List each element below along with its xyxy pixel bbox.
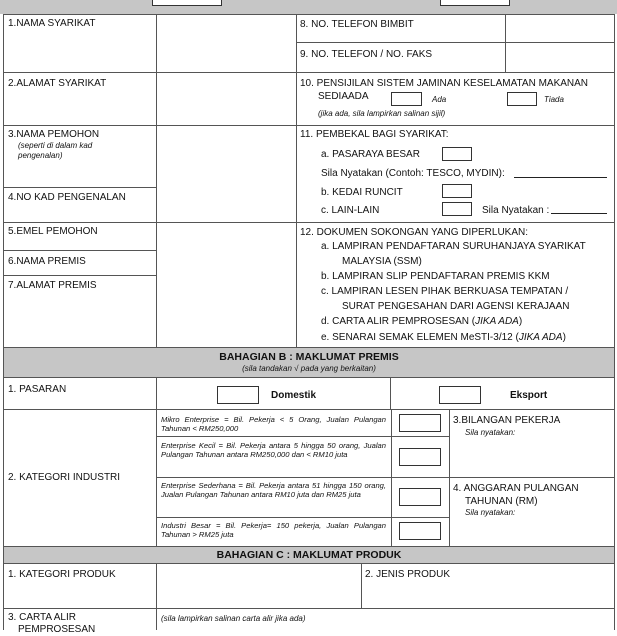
field-label-kategori-industri: 2. KATEGORI INDUSTRI	[8, 472, 121, 483]
field-label-jenis-produk: 2. JENIS PRODUK	[365, 569, 451, 580]
field-label-carta-alir-1: 3. CARTA ALIR	[8, 612, 76, 623]
doc-item-b: b. LAMPIRAN SLIP PENDAFTARAN PREMIS KKM	[321, 271, 550, 282]
label-domestik: Domestik	[271, 390, 317, 401]
field-label-no-kad: 4.NO KAD PENGENALAN	[8, 192, 126, 203]
anggaran-note: Sila nyatakan:	[465, 508, 516, 517]
field-label-anggaran-2: TAHUNAN (RM)	[465, 496, 538, 507]
field-note-pengenalan: pengenalan)	[18, 151, 63, 160]
kategori-sederhana-text: Enterprise Sederhana = Bil. Pekerja antara 51 hingga 150 orang, Jualan Pulangan Tahunan antara RM10 juta dan RM25 juta	[161, 481, 386, 499]
field-note-kad: (seperti di dalam kad	[18, 141, 93, 150]
field-label-emel: 5.EMEL PEMOHON	[8, 226, 98, 237]
field-label-dokumen: 12. DOKUMEN SOKONGAN YANG DIPERLUKAN:	[300, 227, 529, 238]
option-kedai-runcit: b. KEDAI RUNCIT	[321, 187, 403, 198]
kategori-mikro-text: Mikro Enterprise = Bil. Pekerja < 5 Orang, Jualan Pulangan Tahunan < RM250,000	[161, 415, 386, 433]
kategori-besar-text: Industri Besar = Bil. Pekerja= 150 pekerja, Jualan Pulangan Tahunan > RM25 juta	[161, 521, 386, 539]
field-label-nama-syarikat: 1.NAMA SYARIKAT	[8, 18, 96, 29]
field-label-bilangan-pekerja: 3.BILANGAN PEKERJA	[453, 415, 561, 426]
doc-item-d: d. CARTA ALIR PEMPROSESAN (JIKA ADA)	[321, 316, 523, 327]
field-label-pensijilan: 10. PENSIJILAN SISTEM JAMINAN KESELAMATAN MAKANAN	[300, 78, 589, 89]
section-b-subtitle: (sila tandakan √ pada yang berkaitan)	[242, 364, 376, 373]
doc-item-c-1: c. LAMPIRAN LESEN PIHAK BERKUASA TEMPATAN /	[321, 286, 569, 297]
option-pasaraya-besar: a. PASARAYA BESAR	[321, 149, 420, 160]
kategori-kecil-text: Enterprise Kecil = Bil. Pekerja antara 5 hingga 50 orang, Jualan Pulangan Tahunan antara RM250,000 dan < RM10 juta	[161, 441, 386, 459]
section-b-title: BAHAGIAN B : MAKLUMAT PREMIS	[219, 351, 399, 363]
checkbox-domestik[interactable]	[217, 386, 259, 404]
checkbox-besar[interactable]	[399, 522, 441, 540]
checkbox-kedai-runcit[interactable]	[442, 184, 472, 198]
field-label-telefon-bimbit: 8. NO. TELEFON BIMBIT	[300, 19, 414, 30]
field-label-nama-pemohon: 3.NAMA PEMOHON	[8, 129, 100, 140]
doc-item-a-2: MALAYSIA (SSM)	[342, 256, 422, 267]
checkbox-tiada[interactable]	[507, 92, 537, 106]
field-label-carta-alir-2: PEMPROSESAN	[18, 624, 96, 635]
label-nyatakan-contoh: Sila Nyatakan (Contoh: TESCO, MYDIN):	[321, 168, 505, 179]
checkbox-pasaraya-besar[interactable]	[442, 147, 472, 161]
doc-item-e: e. SENARAI SEMAK ELEMEN MeSTI-3/12 (JIKA ADA)	[321, 332, 566, 343]
doc-item-a-1: a. LAMPIRAN PENDAFTARAN SURUHANJAYA SYARIKAT	[321, 241, 586, 252]
section-c-title: BAHAGIAN C : MAKLUMAT PRODUK	[216, 549, 402, 561]
checkbox-kecil[interactable]	[399, 448, 441, 466]
field-label-sediaada: SEDIAADA	[318, 91, 369, 102]
field-label-pembekal: 11. PEMBEKAL BAGI SYARIKAT:	[300, 129, 449, 140]
field-label-anggaran-1: 4. ANGGARAN PULANGAN	[453, 483, 579, 494]
nyatakan-contoh-line[interactable]	[514, 177, 607, 178]
label-eksport: Eksport	[510, 390, 548, 401]
lain-nyatakan-line[interactable]	[551, 213, 607, 214]
bilangan-note: Sila nyatakan:	[465, 428, 516, 437]
field-label-telefon-faks: 9. NO. TELEFON / NO. FAKS	[300, 49, 433, 60]
option-lain-lain: c. LAIN-LAIN	[321, 205, 380, 216]
checkbox-eksport[interactable]	[439, 386, 481, 404]
label-ada: Ada	[432, 95, 447, 104]
header-checkbox-right[interactable]	[440, 0, 510, 6]
field-label-alamat-syarikat: 2.ALAMAT SYARIKAT	[8, 78, 107, 89]
checkbox-ada[interactable]	[391, 92, 422, 106]
carta-alir-note: (sila lampirkan salinan carta alir jika ada)	[161, 614, 306, 623]
doc-item-c-2: SURAT PENGESAHAN DARI AGENSI KERAJAAN	[342, 301, 570, 312]
header-checkbox-left[interactable]	[152, 0, 222, 6]
field-label-kategori-produk: 1. KATEGORI PRODUK	[8, 569, 116, 580]
checkbox-lain-lain[interactable]	[442, 202, 472, 216]
top-band	[0, 0, 617, 14]
checkbox-mikro[interactable]	[399, 414, 441, 432]
label-lain-nyatakan: Sila Nyatakan :	[482, 205, 550, 216]
label-tiada: Tiada	[544, 95, 564, 104]
field-note-sijil: (jika ada, sila lampirkan salinan sijil)	[318, 109, 446, 118]
field-label-nama-premis: 6.NAMA PREMIS	[8, 256, 86, 267]
field-label-alamat-premis: 7.ALAMAT PREMIS	[8, 280, 97, 291]
checkbox-sederhana[interactable]	[399, 488, 441, 506]
field-label-pasaran: 1. PASARAN	[8, 384, 67, 395]
